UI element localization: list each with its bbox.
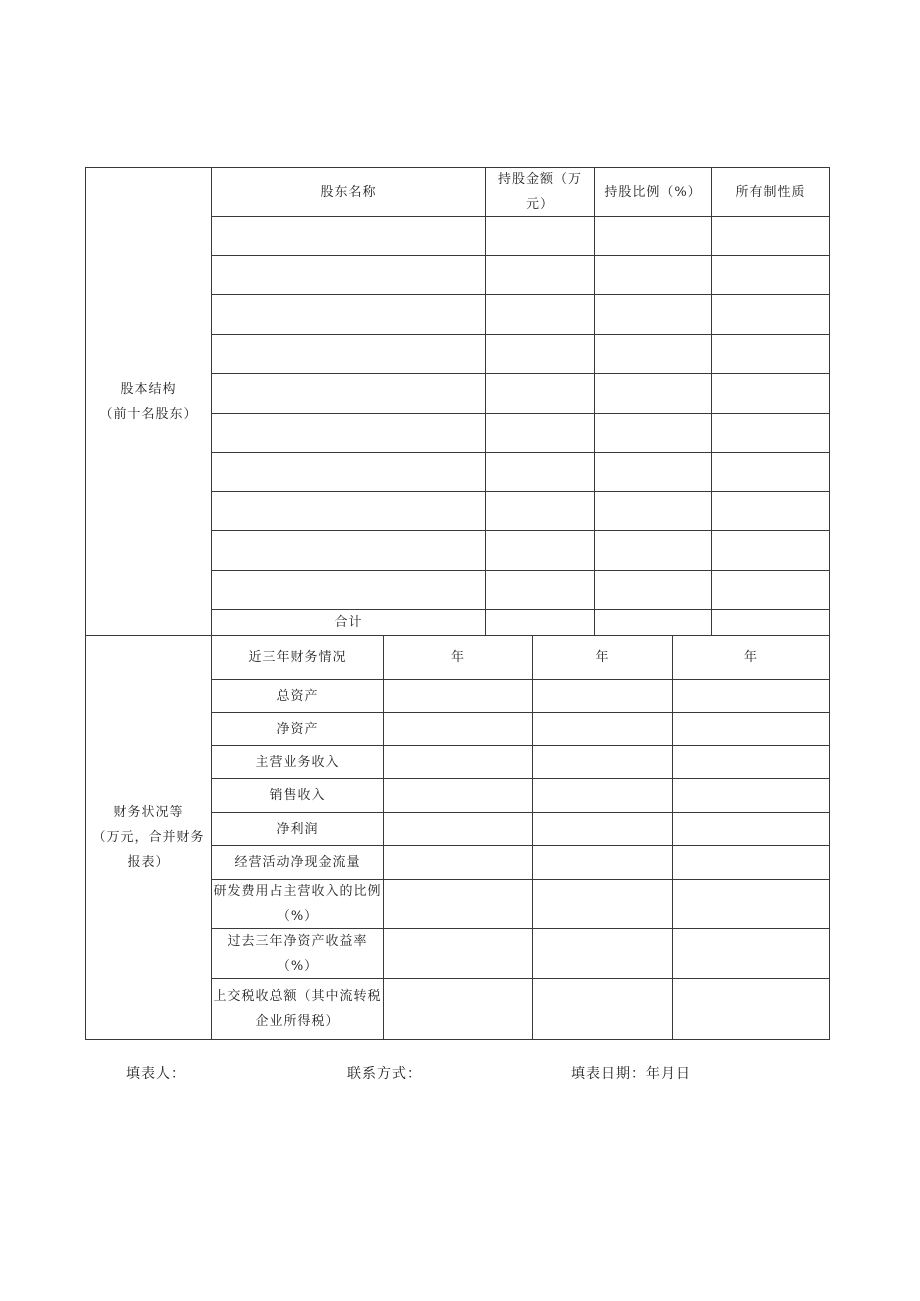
header-holding-amount: 持股金额（万元） [497, 172, 582, 212]
footer-filler: 填表人： [126, 1066, 186, 1082]
finance-label-line3: 报表） [127, 855, 170, 870]
table-border-bottom [85, 1039, 830, 1040]
finance-row-tax-total: 上交税收总额（其中流转税企业所得税） [213, 989, 382, 1029]
finance-row-sales-revenue: 销售收入 [269, 788, 326, 803]
finance-header-year3: 年 [743, 650, 758, 665]
finance-label-line1: 财务状况等 [113, 805, 184, 820]
table-border-right [829, 167, 830, 1040]
finance-value-cells[interactable] [384, 680, 829, 1039]
finance-status-label [86, 636, 211, 1039]
shareholder-row-9[interactable] [212, 531, 829, 570]
shareholder-row-10[interactable] [212, 571, 829, 609]
shareholder-row-6[interactable] [212, 414, 829, 452]
finance-row-net-assets: 净资产 [276, 721, 319, 737]
finance-row-operating-cashflow: 经营活动净现金流量 [234, 855, 361, 870]
finance-label-line2: （万元，合并财务 [92, 830, 205, 845]
finance-header-title: 近三年财务情况 [248, 650, 347, 665]
finance-row-roe: 过去三年净资产收益率（%） [227, 933, 368, 974]
finance-row-main-revenue: 主营业务收入 [255, 754, 340, 770]
shareholder-row-8[interactable] [212, 492, 829, 530]
footer-contact: 联系方式： [347, 1066, 422, 1082]
header-shareholder-name: 股东名称 [320, 184, 377, 200]
finance-row-net-profit: 净利润 [276, 821, 319, 837]
shareholder-row-1[interactable] [212, 217, 829, 255]
total-label: 合计 [334, 615, 363, 630]
finance-header-year2: 年 [595, 650, 610, 665]
finance-header-year1: 年 [450, 650, 465, 665]
shareholder-row-3[interactable] [212, 295, 829, 334]
shareholder-label-line1: 股本结构 [120, 381, 177, 397]
shareholder-structure-label [86, 168, 211, 635]
header-ownership-type: 所有制性质 [735, 184, 806, 200]
finance-row-rd-ratio: 研发费用占主营收入的比例（%） [213, 884, 382, 924]
header-holding-ratio: 持股比例（%） [604, 184, 702, 200]
shareholder-row-7[interactable] [212, 453, 829, 491]
shareholder-row-5[interactable] [212, 374, 829, 413]
footer-date: 填表日期：年月日 [571, 1066, 691, 1082]
shareholder-row-2[interactable] [212, 256, 829, 294]
finance-row-total-assets: 总资产 [276, 688, 319, 704]
shareholder-label-line2: （前十名股东） [99, 406, 198, 422]
shareholder-row-4[interactable] [212, 335, 829, 373]
